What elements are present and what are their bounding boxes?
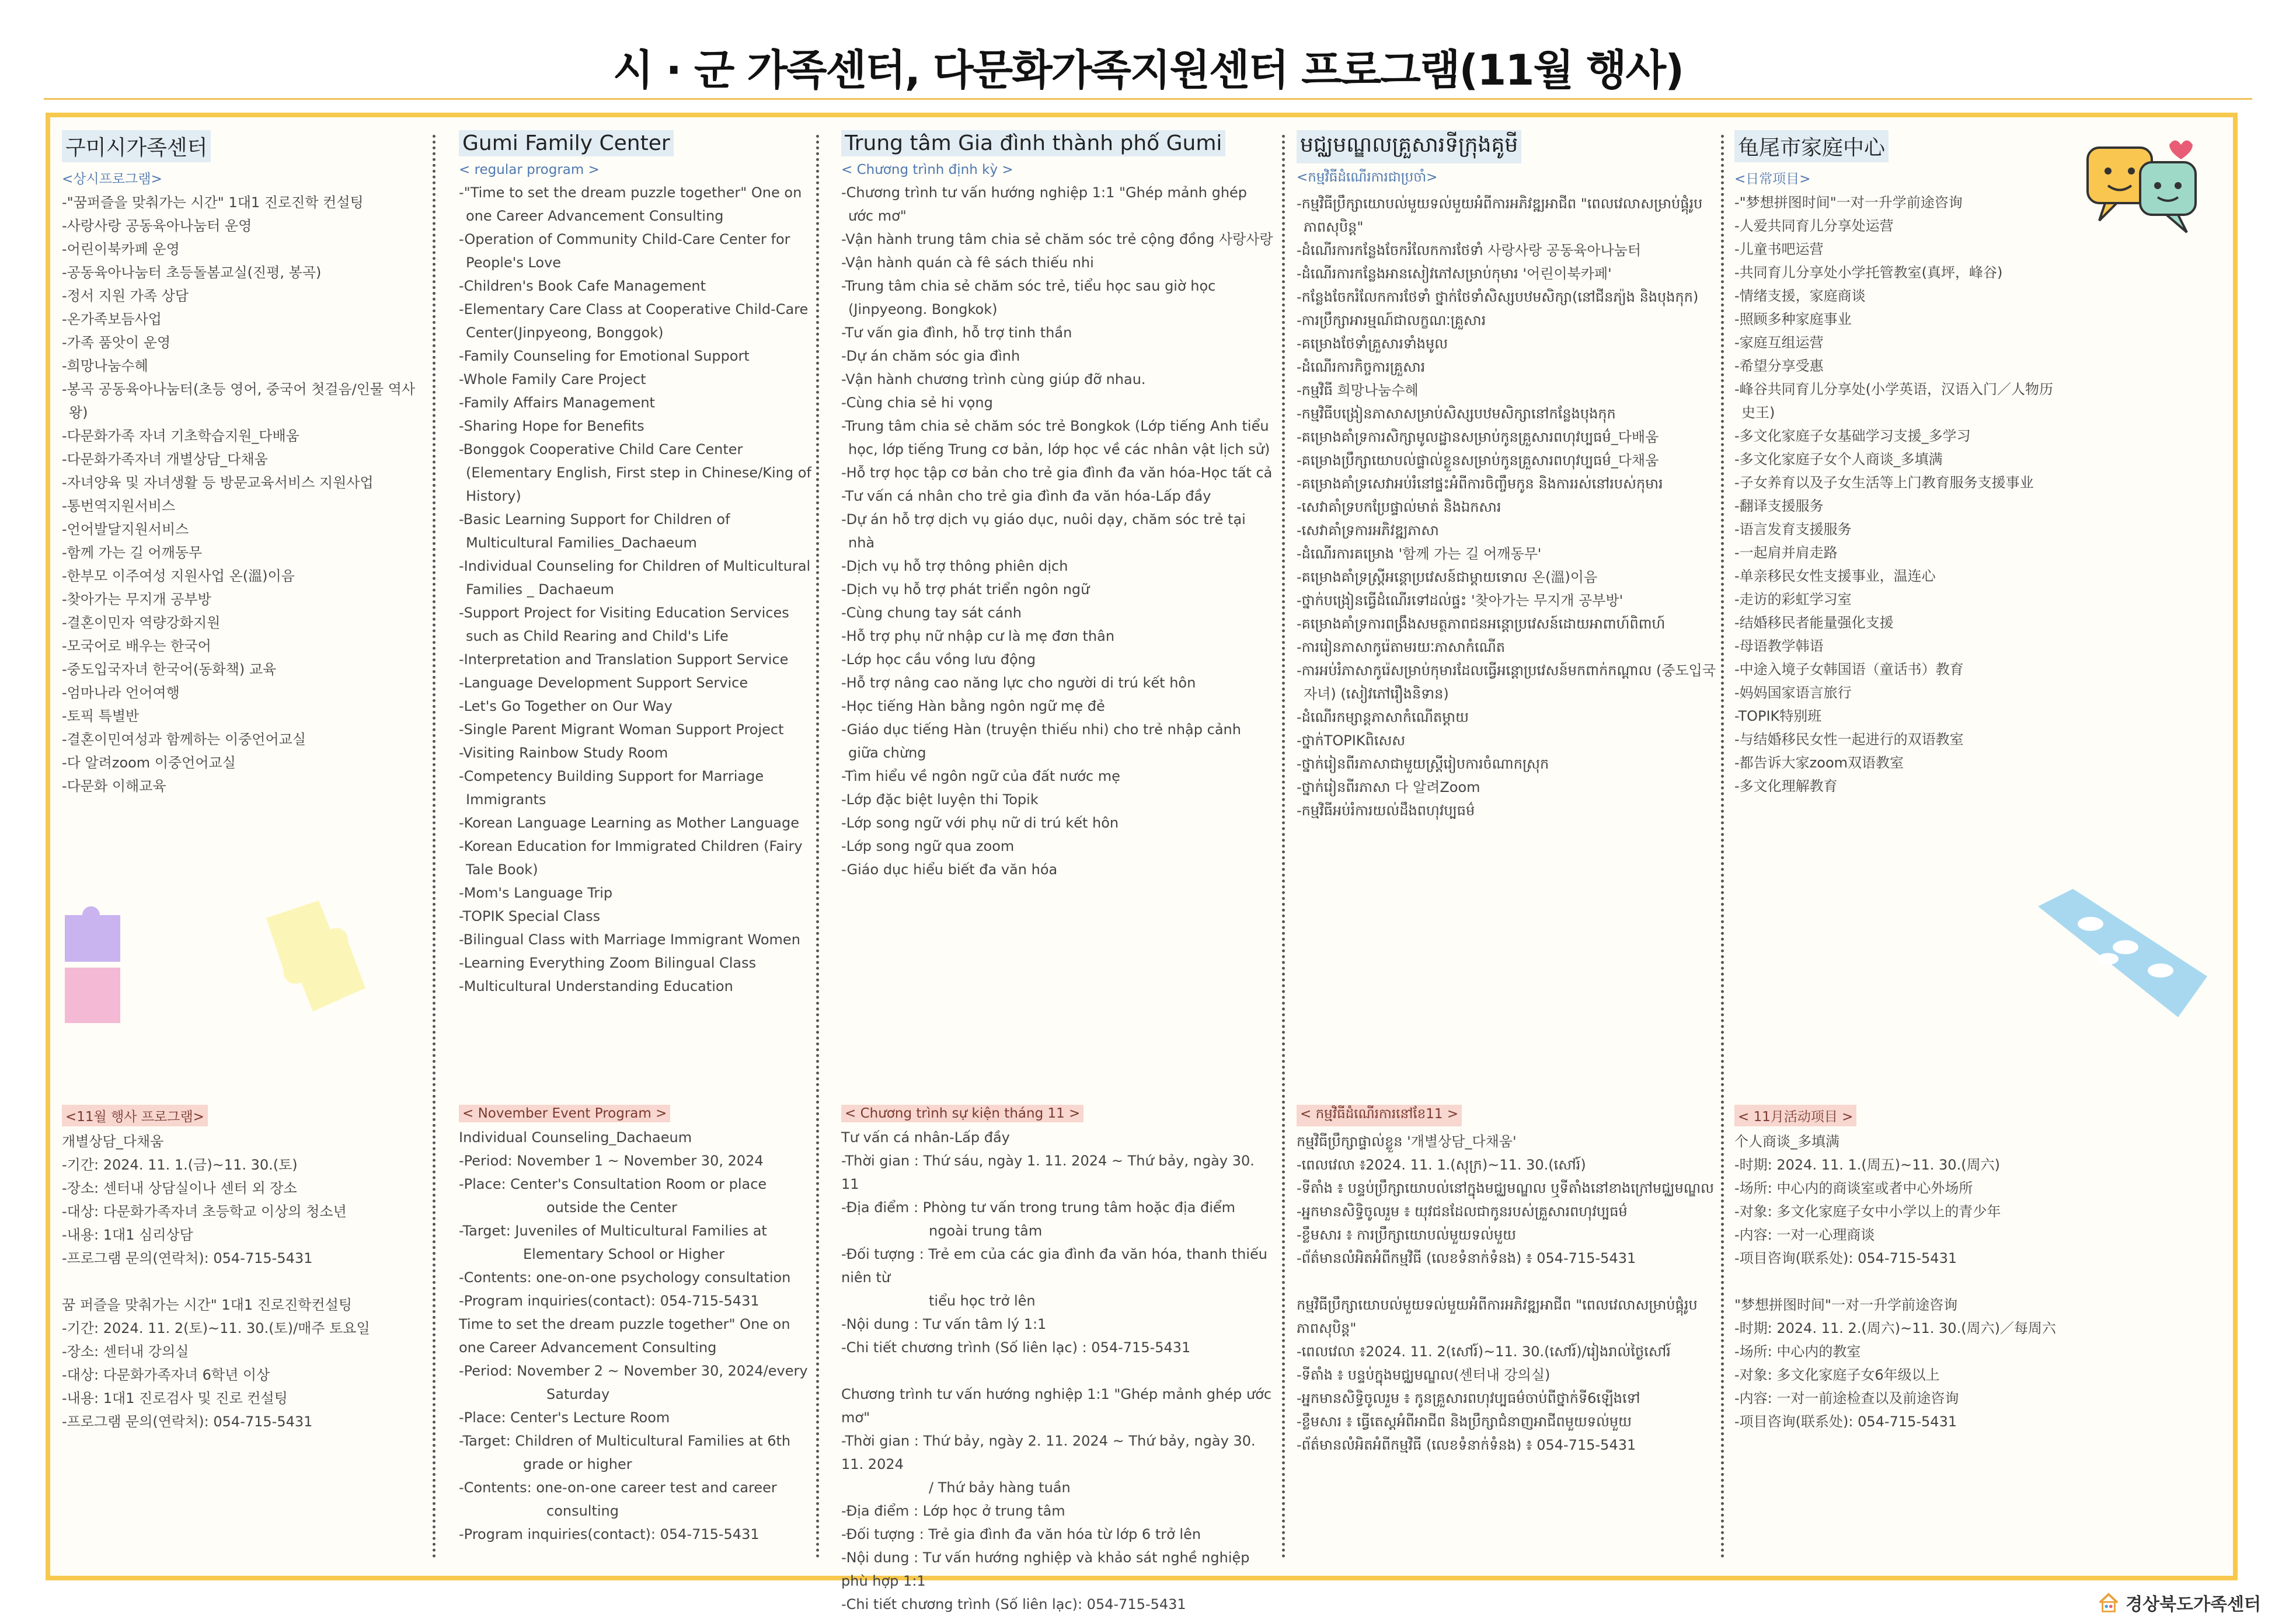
event-line: -Program inquiries(contact): 054-715-5431 — [459, 1526, 759, 1542]
program-item: -토픽 특별반 — [62, 708, 140, 724]
program-item: -Whole Family Care Project — [459, 371, 646, 388]
program-item: -Hỗ trợ nâng cao năng lực cho người di trú kết hôn — [841, 675, 1196, 691]
event-heading: < 11月活动项目 > — [1734, 1105, 1856, 1126]
program-item: -Lớp song ngữ qua zoom — [841, 838, 1015, 854]
program-item: -공동육아나눔터 초등돌봄교실(진평, 봉곡) — [62, 264, 322, 281]
event-line: -ខ្លឹមសារ ៖ ការប្រឹក្សាយោបល់មួយទល់មួយ — [1297, 1227, 1516, 1243]
event-line: -Địa điểm : Phòng tư vấn trong trung tâm hoặc địa điểm — [841, 1199, 1235, 1216]
program-item: -사랑사랑 공동육아나눔터 운영 — [62, 218, 252, 234]
program-item: -កម្មវិធីបង្រៀនភាសាសម្រាប់សិស្សបឋមសិក្សានៅកន្លែងបុងកុក — [1297, 406, 1616, 422]
event-line: -기간: 2024. 11. 1.(금)~11. 30.(토) — [62, 1157, 298, 1173]
program-item: -翻译支援服务 — [1734, 498, 1824, 514]
footer-logo — [2098, 1590, 2261, 1615]
column-divider — [1282, 135, 1285, 1559]
program-item: -គម្រោងគាំទ្រសេវាអប់រំនៅផ្ទះអំពីការចិញ្ចឹមកូន និងការរស់នៅរបស់កុមារ — [1297, 476, 1663, 492]
program-item: -다문화가족자녀 개별상담_다채움 — [62, 451, 268, 467]
program-item: -정서 지원 가족 상담 — [62, 288, 189, 304]
regular-program-heading: <日常项目> — [1734, 172, 1811, 187]
program-item: -កម្មវិធីអប់រំការយល់ដឹងពហុវប្បធម៌ — [1297, 802, 1475, 819]
program-item: -គម្រោងថែទាំគ្រួសារទាំងមូល — [1297, 336, 1448, 352]
program-item: -다 알려zoom 이중언어교실 — [62, 755, 236, 771]
column-title: 龟尾市家庭中心 — [1734, 130, 1889, 162]
event-line: -Period: November 1 ~ November 30, 2024 — [459, 1153, 764, 1169]
event-line: -Place: Center's Consultation Room or place — [459, 1176, 767, 1192]
program-item: -Support Project for Visiting Education Services such as Child Rearing and Child's Life — [459, 605, 789, 644]
event-spacer — [841, 1359, 1273, 1383]
event-line: -场所: 中心内的商谈室或者中心外场所 — [1734, 1180, 1973, 1196]
program-item: -언어발달지원서비스 — [62, 521, 189, 537]
program-item: -家庭互组运营 — [1734, 334, 1824, 351]
program-item: -찾아가는 무지개 공부방 — [62, 591, 211, 608]
program-item: -多文化家庭子女基础学习支援_多学习 — [1734, 428, 1971, 444]
page-title: 시 · 군 가족센터, 다문화가족지원센터 프로그램(11월 행사) — [612, 46, 1684, 95]
event-line: / Thứ bảy hàng tuần — [929, 1479, 1071, 1496]
event-line: -Chi tiết chương trình (Số liên lạc) : 054-715-5431 — [841, 1339, 1191, 1356]
event-line: -内容: 一对一前途检查以及前途咨询 — [1734, 1390, 1959, 1406]
program-item: -Basic Learning Support for Children of Multicultural Families_Dachaeum — [459, 511, 730, 551]
puzzle-piece-icon — [255, 895, 371, 1035]
event-line: -项目咨询(联系处): 054-715-5431 — [1734, 1413, 1957, 1430]
event-line: -Contents: one-on-one career test and career — [459, 1479, 777, 1496]
program-item: -Family Counseling for Emotional Support — [459, 348, 750, 364]
program-item: -គម្រោងគាំទ្រការពង្រឹងសមត្ថភាពជនអន្តោប្រវេសន៍ដោយអាពាហ៍ពិពាហ៍ — [1297, 616, 1666, 632]
program-item: -Cùng chung tay sát cánh — [841, 605, 1022, 621]
regular-program-list — [459, 181, 821, 998]
program-item: -Lớp đặc biệt luyện thi Topik — [841, 791, 1039, 808]
program-item: -"꿈퍼즐을 맞춰가는 시간" 1대1 진로진학 컨설팅 — [62, 194, 364, 211]
event-line: -Nội dung : Tư vấn tâm lý 1:1 — [841, 1316, 1047, 1332]
column-title: មជ្ឈមណ្ឌលគ្រួសារទីក្រុងគូមី — [1297, 130, 1521, 163]
program-item: -Interpretation and Translation Support Service — [459, 651, 789, 668]
event-line: -대상: 다문화가족자녀 6학년 이상 — [62, 1367, 270, 1383]
column-korean — [62, 130, 418, 1572]
event-line: Tư vấn cá nhân-Lấp đầy — [841, 1129, 1010, 1146]
program-item: -다문화 이해교육 — [62, 778, 166, 794]
event-line: -Đối tượng : Trẻ gia đình đa văn hóa từ lớp 6 trở lên — [841, 1526, 1201, 1542]
event-line: Chương trình tư vấn hướng nghiệp 1:1 "Ghép mảnh ghép ước mơ" — [841, 1386, 1272, 1426]
program-item: -走访的彩虹学习室 — [1734, 591, 1852, 608]
title-underline — [44, 98, 2252, 100]
program-item: -Individual Counseling for Children of Multicultural Families _ Dachaeum — [459, 558, 811, 598]
program-item: -Dự án hỗ trợ dịch vụ giáo dục, nuôi dạy, chăm sóc trẻ tại nhà — [841, 511, 1246, 551]
program-item: -엄마나라 언어여행 — [62, 685, 180, 701]
event-spacer — [1297, 1270, 1717, 1293]
program-item: -人爱共同育儿分享处运营 — [1734, 218, 1894, 234]
program-item: -함께 가는 길 어깨동무 — [62, 545, 203, 561]
event-line: -Target: Juveniles of Multicultural Families at — [459, 1223, 767, 1239]
program-item: -与结婚移民女性一起进行的双语教室 — [1734, 731, 1964, 748]
event-line: -内容: 一对一心理商谈 — [1734, 1227, 1875, 1243]
event-section — [1734, 1105, 2213, 1433]
program-item: -어린이북카페 운영 — [62, 241, 180, 257]
program-item: -Vận hành chương trình cùng giúp đỡ nhau. — [841, 371, 1146, 388]
event-line: -场所: 中心内的教室 — [1734, 1343, 1861, 1360]
event-line: Elementary School or Higher — [523, 1246, 725, 1262]
event-line: កម្មវិធីប្រឹក្សាផ្ទាល់ខ្លួន '개별상담_다채움' — [1297, 1133, 1517, 1150]
event-line: -내용: 1대1 심리상담 — [62, 1227, 193, 1243]
program-item: -Trung tâm chia sẻ chăm sóc trẻ, tiểu học sau giờ học (Jinpyeong. Bongkok) — [841, 278, 1216, 317]
regular-program-list — [1734, 191, 2061, 798]
event-line: -ខ្លឹមសារ ៖ ធ្វើតេស្តអំពីអាជីព និងប្រឹក្សាជំនាញអាជីពមួយទល់មួយ — [1297, 1413, 1632, 1430]
event-line: -대상: 다문화가족자녀 초등학교 이상의 청소년 — [62, 1203, 347, 1220]
event-line: -Target: Children of Multicultural Families at 6th — [459, 1433, 791, 1449]
regular-program-heading: < Chương trình định kỳ > — [841, 162, 1013, 177]
program-item: -통번역지원서비스 — [62, 498, 176, 514]
program-item: -Korean Language Learning as Mother Language — [459, 815, 799, 831]
event-line: ngoài trung tâm — [929, 1223, 1043, 1239]
program-item: -情绪支援，家庭商谈 — [1734, 288, 1866, 304]
program-item: -Tư vấn cá nhân cho trẻ gia đình đa văn hóa-Lấp đầy — [841, 488, 1211, 504]
event-heading: <11월 행사 프로그램> — [62, 1105, 208, 1126]
program-item: -子女养育以及子女生活等上门教育服务支援事业 — [1734, 474, 2034, 491]
program-item: -ការអប់រំភាសាកូរ៉េសម្រាប់កុមារដែលធ្វើអន្តោប្រវេសន៍មកពាក់កណ្តាល (중도입국자녀) (សៀវភៅរឿងនិទាន) — [1297, 662, 1716, 702]
regular-program-heading: <상시프로그램> — [62, 172, 162, 187]
program-item: -妈妈国家语言旅行 — [1734, 685, 1852, 701]
program-item: -Visiting Rainbow Study Room — [459, 745, 668, 761]
program-item: -Trung tâm chia sẻ chăm sóc trẻ Bongkok (Lớp tiếng Anh tiểu học, lớp tiếng Trung cơ bản, lớp học về các nhân vật lịch sử) — [841, 418, 1270, 458]
event-list — [1734, 1130, 2213, 1433]
event-line: 개별상담_다채움 — [62, 1133, 164, 1150]
event-line: -ទីតាំង ៖ បន្ទប់ក្នុងមជ្ឈមណ្ឌល(센터내 강의실) — [1297, 1367, 1551, 1383]
program-item: -一起肩并肩走路 — [1734, 545, 1838, 561]
program-item: -ដំណើរការកន្លែងចែករំលែកការថែទាំ 사랑사랑 공동육아나눔터 — [1297, 242, 1642, 259]
event-line: grade or higher — [523, 1456, 632, 1472]
event-section — [62, 1105, 418, 1433]
program-item: -多文化理解教育 — [1734, 778, 1838, 794]
event-list — [459, 1126, 821, 1546]
program-item: -កម្មវិធី 희망나눔수혜 — [1297, 382, 1419, 399]
program-item: -봉곡 공동육아나눔터(초등 영어, 중국어 첫걸음/인물 역사왕) — [62, 381, 416, 421]
event-line: -Nội dung : Tư vấn hướng nghiệp và khảo sát nghề nghiệp phù hợp 1:1 — [841, 1549, 1250, 1589]
regular-program-list — [841, 181, 1273, 881]
event-line: -내용: 1대1 진로검사 및 진로 컨설팅 — [62, 1390, 288, 1406]
program-item: -Hỗ trợ học tập cơ bản cho trẻ gia đình đa văn hóa-Học tất cả — [841, 465, 1273, 481]
program-item: -Cùng chia sẻ hi vọng — [841, 395, 993, 411]
program-item: -중도입국자녀 한국어(동화책) 교육 — [62, 661, 277, 678]
program-item: -多文化家庭子女个人商谈_多填满 — [1734, 451, 1943, 467]
program-item: -都告诉大家zoom双语教室 — [1734, 755, 1904, 771]
event-line: -អ្នកមានសិទ្ធិចូលរួម ៖ យុវជនដែលជាកូនរបស់គ្រួសារពហុវប្បធម៌ — [1297, 1203, 1628, 1220]
program-item: -결혼이민자 역량강화지원 — [62, 615, 221, 631]
program-item: -中途入境子女韩国语（童话书）教育 — [1734, 661, 1964, 678]
program-item: -Family Affairs Management — [459, 395, 655, 411]
event-line: -时期: 2024. 11. 2.(周六)~11. 30.(周六)／每周六 — [1734, 1320, 2056, 1336]
program-item: -ថ្នាក់បង្រៀនធ្វើដំណើរទៅដល់ផ្ទះ '찾아가는 무지개 공부방' — [1297, 592, 1623, 609]
program-item: -Tư vấn gia đình, hỗ trợ tinh thần — [841, 324, 1072, 341]
event-line: outside the Center — [546, 1199, 677, 1216]
event-line: Individual Counseling_Dachaeum — [459, 1129, 692, 1146]
event-line: -ព័ត៌មានលំអិតអំពីកម្មវិធី (លេខទំនាក់ទំនង) ៖ 054-715-5431 — [1297, 1437, 1636, 1453]
program-item: -Sharing Hope for Benefits — [459, 418, 644, 434]
program-item: -한부모 이주여성 지원사업 온(溫)이음 — [62, 568, 295, 584]
column-title: Trung tâm Gia đình thành phố Gumi — [841, 130, 1225, 156]
program-item: -"Time to set the dream puzzle together" One on one Career Advancement Consulting — [459, 184, 802, 224]
program-item: -共同育儿分享处小学托管教室(真坪，峰谷) — [1734, 264, 2003, 281]
regular-program-list — [62, 191, 418, 798]
regular-program-heading: < regular program > — [459, 162, 600, 177]
event-line: -Place: Center's Lecture Room — [459, 1409, 670, 1426]
program-item: -កម្មវិធីប្រឹក្សាយោបល់មួយទល់មួយអំពីការអភិវឌ្ឍអាជីព "ពេលវេលាសម្រាប់ផ្គុំរូបភាពសុបិន្ត" — [1297, 196, 1703, 235]
event-line: -Đối tượng : Trẻ em của các gia đình đa văn hóa, thanh thiếu niên từ — [841, 1246, 1267, 1286]
program-item: -ការប្រឹក្សាអារម្មណ៍ជាលក្ខណៈគ្រួសារ — [1297, 312, 1486, 329]
event-spacer — [62, 1270, 418, 1293]
program-item: -单亲移民女性支援事业，温连心 — [1734, 568, 1936, 584]
event-line: 个人商谈_多填满 — [1734, 1133, 1839, 1150]
event-line: -对象: 多文化家庭子女中小学以上的青少年 — [1734, 1203, 2001, 1220]
program-item: -결혼이민여성과 함께하는 이중언어교실 — [62, 731, 306, 748]
event-line: -Program inquiries(contact): 054-715-5431 — [459, 1293, 759, 1309]
program-item: -Hỗ trợ phụ nữ nhập cư là mẹ đơn thân — [841, 628, 1115, 644]
event-line: -ពេលវេលា ៖2024. 11. 2(សៅរ៍)~11. 30.(សៅរ៍)/រៀងរាល់ថ្ងៃសៅរ៍ — [1297, 1343, 1671, 1360]
program-item: -Dịch vụ hỗ trợ thông phiên dịch — [841, 558, 1068, 574]
program-item: -ដំណើរការគម្រោង '함께 가는 길 어깨동무' — [1297, 546, 1542, 562]
event-heading: < កម្មវិធីដំណើរការនៅខែ11 > — [1297, 1105, 1462, 1126]
event-line: tiểu học trở lên — [929, 1293, 1036, 1309]
event-line: -ពេលវេលា ៖2024. 11. 1.(សុក្រ)~11. 30.(សៅរ៍) — [1297, 1157, 1586, 1173]
program-item: -ថ្នាក់TOPIKពិសេស — [1297, 732, 1406, 749]
program-item: -照顾多种家庭事业 — [1734, 311, 1852, 327]
event-line: one Career Advancement Consulting — [459, 1339, 717, 1356]
footer-logo-text: 경상북도가족센터 — [2126, 1594, 2261, 1615]
event-line: -Contents: one-on-one psychology consultation — [459, 1269, 791, 1286]
puzzle-piece-icon — [62, 906, 126, 1029]
program-item: -Lớp song ngữ với phụ nữ di trú kết hôn — [841, 815, 1119, 831]
program-item: -Giáo dục hiểu biết đa văn hóa — [841, 861, 1058, 878]
program-item: -Bonggok Cooperative Child Care Center (Elementary English, First step in Chinese/King of History) — [459, 441, 811, 504]
program-item: -Elementary Care Class at Cooperative Child-Care Center(Jinpyeong, Bonggok) — [459, 301, 809, 341]
event-section — [459, 1105, 821, 1546]
event-line: -Thời gian : Thứ bảy, ngày 2. 11. 2024 ~ Thứ bảy, ngày 30. 11. 2024 — [841, 1433, 1256, 1472]
event-line: -ទីតាំង ៖ បន្ទប់ប្រឹក្សាយោបល់នៅក្នុងមជ្ឈមណ្ឌល ឬទីតាំងនៅខាងក្រៅមជ្ឈមណ្ឌល — [1297, 1180, 1714, 1196]
program-item: -母语教学韩语 — [1734, 638, 1824, 654]
program-item: -TOPIK Special Class — [459, 908, 601, 924]
column-divider — [816, 135, 819, 1559]
event-section — [841, 1105, 1273, 1616]
event-line: -对象: 多文化家庭子女6年级以上 — [1734, 1367, 1940, 1383]
event-line: -时期: 2024. 11. 1.(周五)~11. 30.(周六) — [1734, 1157, 2000, 1173]
program-item: -자녀양육 및 자녀생활 등 방문교육서비스 지원사업 — [62, 474, 374, 491]
program-item: -គម្រោងប្រឹក្សាយោបល់ផ្ទាល់ខ្លួនសម្រាប់កូនគ្រួសារពហុវប្បធម៌_다채움 — [1297, 452, 1659, 469]
event-section — [1297, 1105, 1717, 1457]
program-item: -Bilingual Class with Marriage Immigrant Women — [459, 931, 800, 948]
event-line: -장소: 센터내 상담실이나 센터 외 장소 — [62, 1180, 297, 1196]
program-item: -Mom's Language Trip — [459, 885, 613, 901]
program-item: -가족 품앗이 운영 — [62, 334, 171, 351]
regular-program-list — [1297, 192, 1717, 822]
event-list — [1297, 1130, 1717, 1457]
program-item: -Vận hành trung tâm chia sẻ chăm sóc trẻ cộng đồng 사랑사랑 — [841, 231, 1273, 247]
event-line: "梦想拼图时间"一对一升学前途咨询 — [1734, 1297, 1958, 1313]
program-item: -Dịch vụ hỗ trợ phát triển ngôn ngữ — [841, 581, 1090, 598]
washi-tape-icon — [2026, 883, 2219, 1023]
event-line: -អ្នកមានសិទ្ធិចូលរួម ៖ កូនគ្រួសារពហុវប្បធម៌ចាប់ពីថ្នាក់ទី6ឡើងទៅ — [1297, 1390, 1640, 1406]
program-item: -语言发育支援服务 — [1734, 521, 1852, 537]
house-icon — [2098, 1591, 2120, 1614]
program-item: -儿童书吧运营 — [1734, 241, 1824, 257]
program-item: -온가족보듬사업 — [62, 311, 162, 327]
program-item: -Vận hành quán cà fê sách thiếu nhi — [841, 254, 1094, 271]
event-line: -장소: 센터내 강의실 — [62, 1343, 189, 1360]
program-item: -峰谷共同育儿分享处(小学英语，汉语入门／人物历史王) — [1734, 381, 2054, 421]
program-item: -结婚移民者能量强化支援 — [1734, 615, 1894, 631]
event-line: -프로그램 문의(연락처): 054-715-5431 — [62, 1250, 313, 1266]
event-line: consulting — [546, 1503, 619, 1519]
program-item: -Korean Education for Immigrated Children (Fairy Tale Book) — [459, 838, 803, 878]
regular-program-heading: <កម្មវិធីដំណើរការជាប្រចាំ> — [1297, 170, 1438, 185]
column-vietnamese — [841, 130, 1273, 1612]
event-heading: < November Event Program > — [459, 1105, 670, 1122]
program-item: -Learning Everything Zoom Bilingual Class — [459, 955, 757, 971]
event-line: កម្មវិធីប្រឹក្សាយោបល់មួយទល់មួយអំពីការអភិវឌ្ឍអាជីព "ពេលវេលាសម្រាប់ផ្គុំរូបភាពសុបិន្ត" — [1297, 1297, 1698, 1336]
program-item: -TOPIK特别班 — [1734, 708, 1822, 724]
speech-bubbles-icon — [2082, 130, 2204, 241]
program-item: -ដំណើរកម្សាន្តភាសាកំណើតម្តាយ — [1297, 709, 1469, 725]
program-item: -ការរៀនភាសាកូរ៉េតាមរយៈភាសាកំណើត — [1297, 639, 1506, 655]
program-item: -Giáo dục tiếng Hàn (truyện thiếu nhi) cho trẻ nhập cảnh giữa chừng — [841, 721, 1241, 761]
program-item: -Tìm hiểu về ngôn ngữ của đất nước mẹ — [841, 768, 1120, 784]
program-item: -ដំណើរការកិច្ចការគ្រួសារ — [1297, 359, 1426, 375]
program-item: -Single Parent Migrant Woman Support Project — [459, 721, 784, 738]
program-item: -Language Development Support Service — [459, 675, 748, 691]
event-list — [841, 1126, 1273, 1616]
event-spacer — [1734, 1270, 2213, 1293]
program-item: -희망나눔수혜 — [62, 358, 148, 374]
program-item: -Học tiếng Hàn bằng ngôn ngữ mẹ đẻ — [841, 698, 1105, 714]
column-title: Gumi Family Center — [459, 130, 674, 156]
program-item: -Let's Go Together on Our Way — [459, 698, 673, 714]
event-line: Saturday — [546, 1386, 610, 1402]
program-item: -Lớp học cầu vồng lưu động — [841, 651, 1036, 668]
program-item: -Dự án chăm sóc gia đình — [841, 348, 1020, 364]
column-khmer — [1297, 130, 1717, 1572]
program-item: -Competency Building Support for Marriage Immigrants — [459, 768, 764, 808]
program-item: -Children's Book Cafe Management — [459, 278, 706, 294]
column-chinese — [1734, 130, 2213, 1572]
event-line: -Thời gian : Thứ sáu, ngày 1. 11. 2024 ~ Thứ bảy, ngày 30. 11 — [841, 1153, 1255, 1192]
column-divider — [1721, 135, 1724, 1559]
program-item: -다문화가족 자녀 기초학습지원_다배움 — [62, 428, 299, 444]
event-heading: < Chương trình sự kiện tháng 11 > — [841, 1105, 1083, 1122]
program-item: -Chương trình tư vấn hướng nghiệp 1:1 "Ghép mảnh ghép ước mơ" — [841, 184, 1248, 224]
program-item: -모국어로 배우는 한국어 — [62, 638, 211, 654]
event-line: -Period: November 2 ~ November 30, 2024/every — [459, 1363, 808, 1379]
program-item: -ថ្នាក់រៀនពីរភាសា 다 알려Zoom — [1297, 779, 1480, 795]
event-line: -ព័ត៌មានលំអិតអំពីកម្មវិធី (លេខទំនាក់ទំនង) ៖ 054-715-5431 — [1297, 1250, 1636, 1266]
column-english — [459, 130, 821, 1572]
program-item: -Operation of Community Child-Care Center for People's Love — [459, 231, 790, 271]
program-item: -Multicultural Understanding Education — [459, 978, 733, 994]
event-line: 꿈 퍼즐을 맞춰가는 시간" 1대1 진로진학컨설팅 — [62, 1297, 353, 1313]
event-line: -기간: 2024. 11. 2(토)~11. 30.(토)/매주 토요일 — [62, 1320, 370, 1336]
event-list — [62, 1130, 418, 1433]
column-title: 구미시가족센터 — [62, 130, 211, 162]
program-item: -សេវាគាំទ្របកប្រែផ្ទាល់មាត់ និងឯកសារ — [1297, 499, 1501, 515]
program-item: -សេវាគាំទ្រការអភិវឌ្ឍភាសា — [1297, 522, 1439, 539]
event-line: Time to set the dream puzzle together" One on — [459, 1316, 790, 1332]
column-divider — [433, 135, 435, 1559]
program-item: -"梦想拼图时间"一对一升学前途咨询 — [1734, 194, 1963, 211]
event-line: -Chi tiết chương trình (Số liên lạc): 054-715-5431 — [841, 1596, 1186, 1612]
program-item: -កន្លែងចែករំលែកការថែទាំ ថ្នាក់ថែទាំសិស្សបឋមសិក្សា(នៅជីនភ្យ៉ង និងបុងកុក) — [1297, 289, 1699, 305]
program-item: -ថ្នាក់រៀនពីរភាសាជាមួយស្ត្រីរៀបការចំណាកស្រុក — [1297, 756, 1549, 772]
program-item: -ដំណើរការកន្លែងអានសៀវភៅសម្រាប់កុមារ '어린이북카페' — [1297, 266, 1612, 282]
event-line: -Địa điểm : Lớp học ở trung tâm — [841, 1503, 1065, 1519]
program-item: -គម្រោងគាំទ្រការសិក្សាមូលដ្ឋានសម្រាប់កូនគ្រួសារពហុវប្បធម៌_다배움 — [1297, 429, 1659, 445]
event-line: -项目咨询(联系处): 054-715-5431 — [1734, 1250, 1957, 1266]
event-line: -프로그램 문의(연락처): 054-715-5431 — [62, 1413, 313, 1430]
program-item: -គម្រោងគាំទ្រស្ត្រីអន្តោប្រវេសន៍ជាម្តាយទោល 온(溫)이음 — [1297, 569, 1598, 585]
program-item: -希望分享受惠 — [1734, 358, 1824, 374]
